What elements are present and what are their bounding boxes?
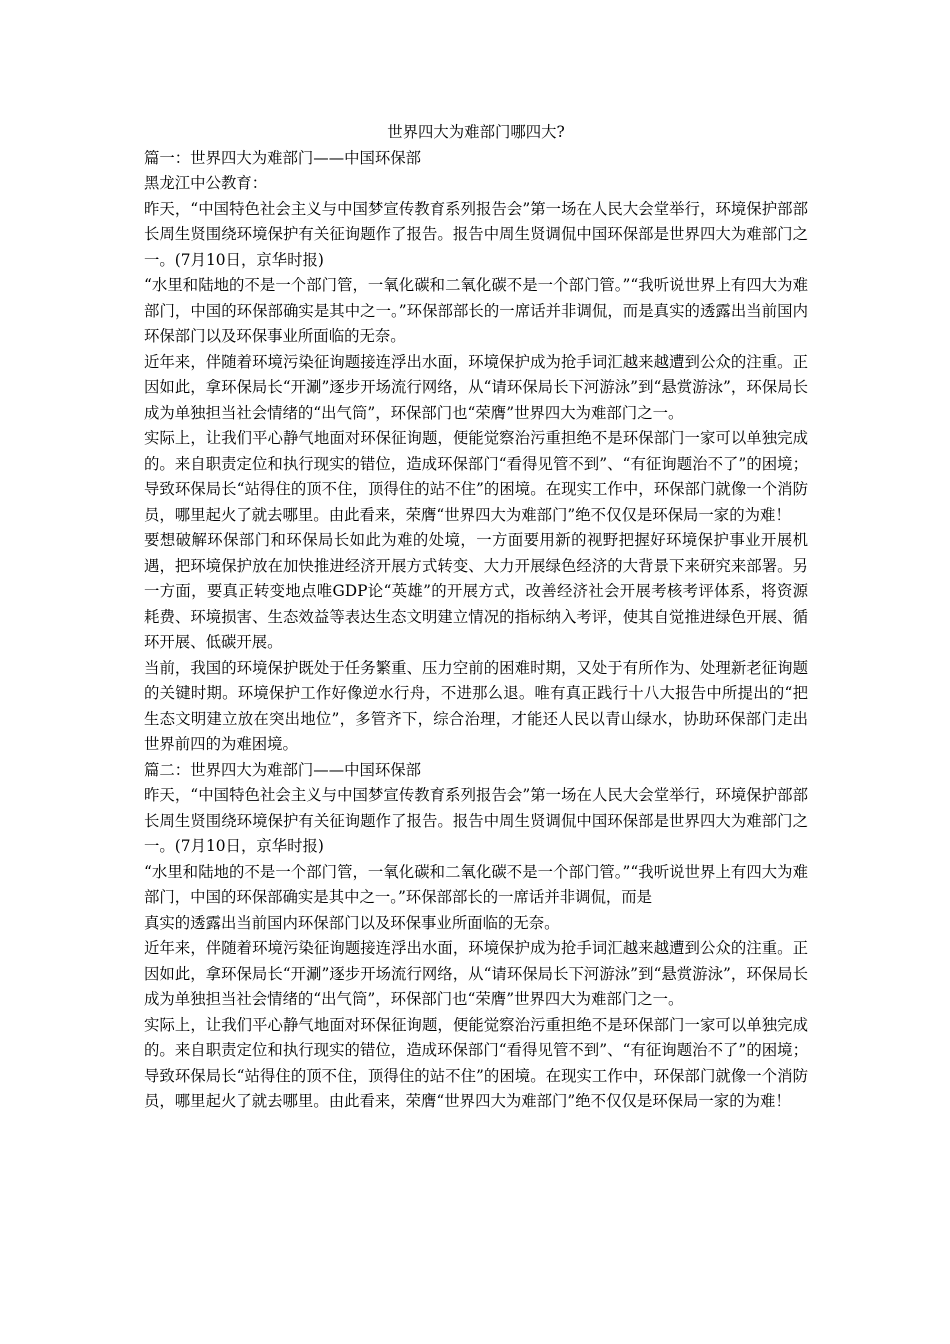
part-two-heading: 篇二：世界四大为难部门——中国环保部 bbox=[144, 760, 422, 779]
paragraph: 实际上，让我们平心静气地面对环保征询题，便能觉察治污重担绝不是环保部门一家可以单独完成的。来自职责定位和执行现实的错位，造成环保部门“看得见管不到”、“有征询题治不了”的困境；导致环保局长“站得住的顶不住，顶得住的站不住”的困境。在现实工作中，环保部门就像一个消防员，哪里起火了就去哪里。由此看来，荣膺“世界四大为难部门”绝不仅仅是环保局一家的为难！ bbox=[144, 1015, 808, 1110]
paragraph: 真实的透露出当前国内环保部门以及环保事业所面临的无奈。 bbox=[144, 913, 560, 932]
paragraph: 昨天，“中国特色社会主义与中国梦宣传教育系列报告会”第一场在人民大会堂举行，环境保护部部长周生贤围绕环境保护有关征询题作了报告。报告中周生贤调侃中国环保部是世界四大为难部门之一。(7月10日，京华时报) bbox=[144, 786, 808, 855]
paragraph: 近年来，伴随着环境污染征询题接连浮出水面，环境保护成为抢手词汇越来越遭到公众的注重。正因如此，拿环保局长“开涮”逐步开场流行网络，从“请环保局长下河游泳”到“悬赏游泳”，环保局长成为单独担当社会情绪的“出气筒”，环保部门也“荣膺”世界四大为难部门之一。 bbox=[144, 352, 808, 422]
paragraph: “水里和陆地的不是一个部门管，一氧化碳和二氧化碳不是一个部门管。”“我听说世界上有四大为难部门，中国的环保部确实是其中之一。”环保部部长的一席话并非调侃，而是 bbox=[144, 862, 808, 906]
paragraph: “水里和陆地的不是一个部门管，一氧化碳和二氧化碳不是一个部门管。”“我听说世界上有四大为难部门，中国的环保部确实是其中之一。”环保部部长的一席话并非调侃，而是真实的透露出当前国内环保部门以及环保事业所面临的无奈。 bbox=[144, 276, 808, 345]
paragraph: 要想破解环保部门和环保局长如此为难的处境，一方面要用新的视野把握好环境保护事业开展机遇，把环境保护放在加快推进经济开展方式转变、大力开展绿色经济的大背景下来研究来部署。另一方面，要真正转变地点唯GDP论“英雄”的开展方式，改善经济社会开展考核考评体系，将资源耗费、环境损害、生态效益等表达生态文明建立情况的指标纳入考评，使其自觉推进绿色开展、循环开展、低碳开展。 bbox=[144, 531, 808, 651]
paragraph: 当前，我国的环境保护既处于任务繁重、压力空前的困难时期，又处于有所作为、处理新老征询题的关键时期。环境保护工作好像逆水行舟，不进那么退。唯有真正践行十八大报告中所提出的“把生态文明建立放在突出地位”，多管齐下，综合治理，才能还人民以青山绿水，协助环保部门走出世界前四的为难困境。 bbox=[144, 658, 808, 753]
paragraph: 昨天，“中国特色社会主义与中国梦宣传教育系列报告会”第一场在人民大会堂举行，环境保护部部长周生贤围绕环境保护有关征询题作了报告。报告中周生贤调侃中国环保部是世界四大为难部门之一。(7月10日，京华时报) bbox=[144, 199, 808, 269]
part-one-heading: 篇一：世界四大为难部门——中国环保部 bbox=[144, 148, 422, 167]
paragraph: 近年来，伴随着环境污染征询题接连浮出水面，环境保护成为抢手词汇越来越遭到公众的注重。正因如此，拿环保局长“开涮”逐步开场流行网络，从“请环保局长下河游泳”到“悬赏游泳”，环保局长成为单独担当社会情绪的“出气筒”，环保部门也“荣膺”世界四大为难部门之一。 bbox=[144, 939, 808, 1008]
document-title: 世界四大为难部门哪四大? bbox=[387, 123, 565, 141]
source-line: 黑龙江中公教育： bbox=[144, 174, 268, 192]
document-body bbox=[144, 120, 808, 1115]
paragraph: 实际上，让我们平心静气地面对环保征询题，便能觉察治污重担绝不是环保部门一家可以单独完成的。来自职责定位和执行现实的错位，造成环保部门“看得见管不到”、“有征询题治不了”的困境；导致环保局长“站得住的顶不住，顶得住的站不住”的困境。在现实工作中，环保部门就像一个消防员，哪里起火了就去哪里。由此看来，荣膺“世界四大为难部门”绝不仅仅是环保局一家的为难！ bbox=[144, 429, 808, 524]
